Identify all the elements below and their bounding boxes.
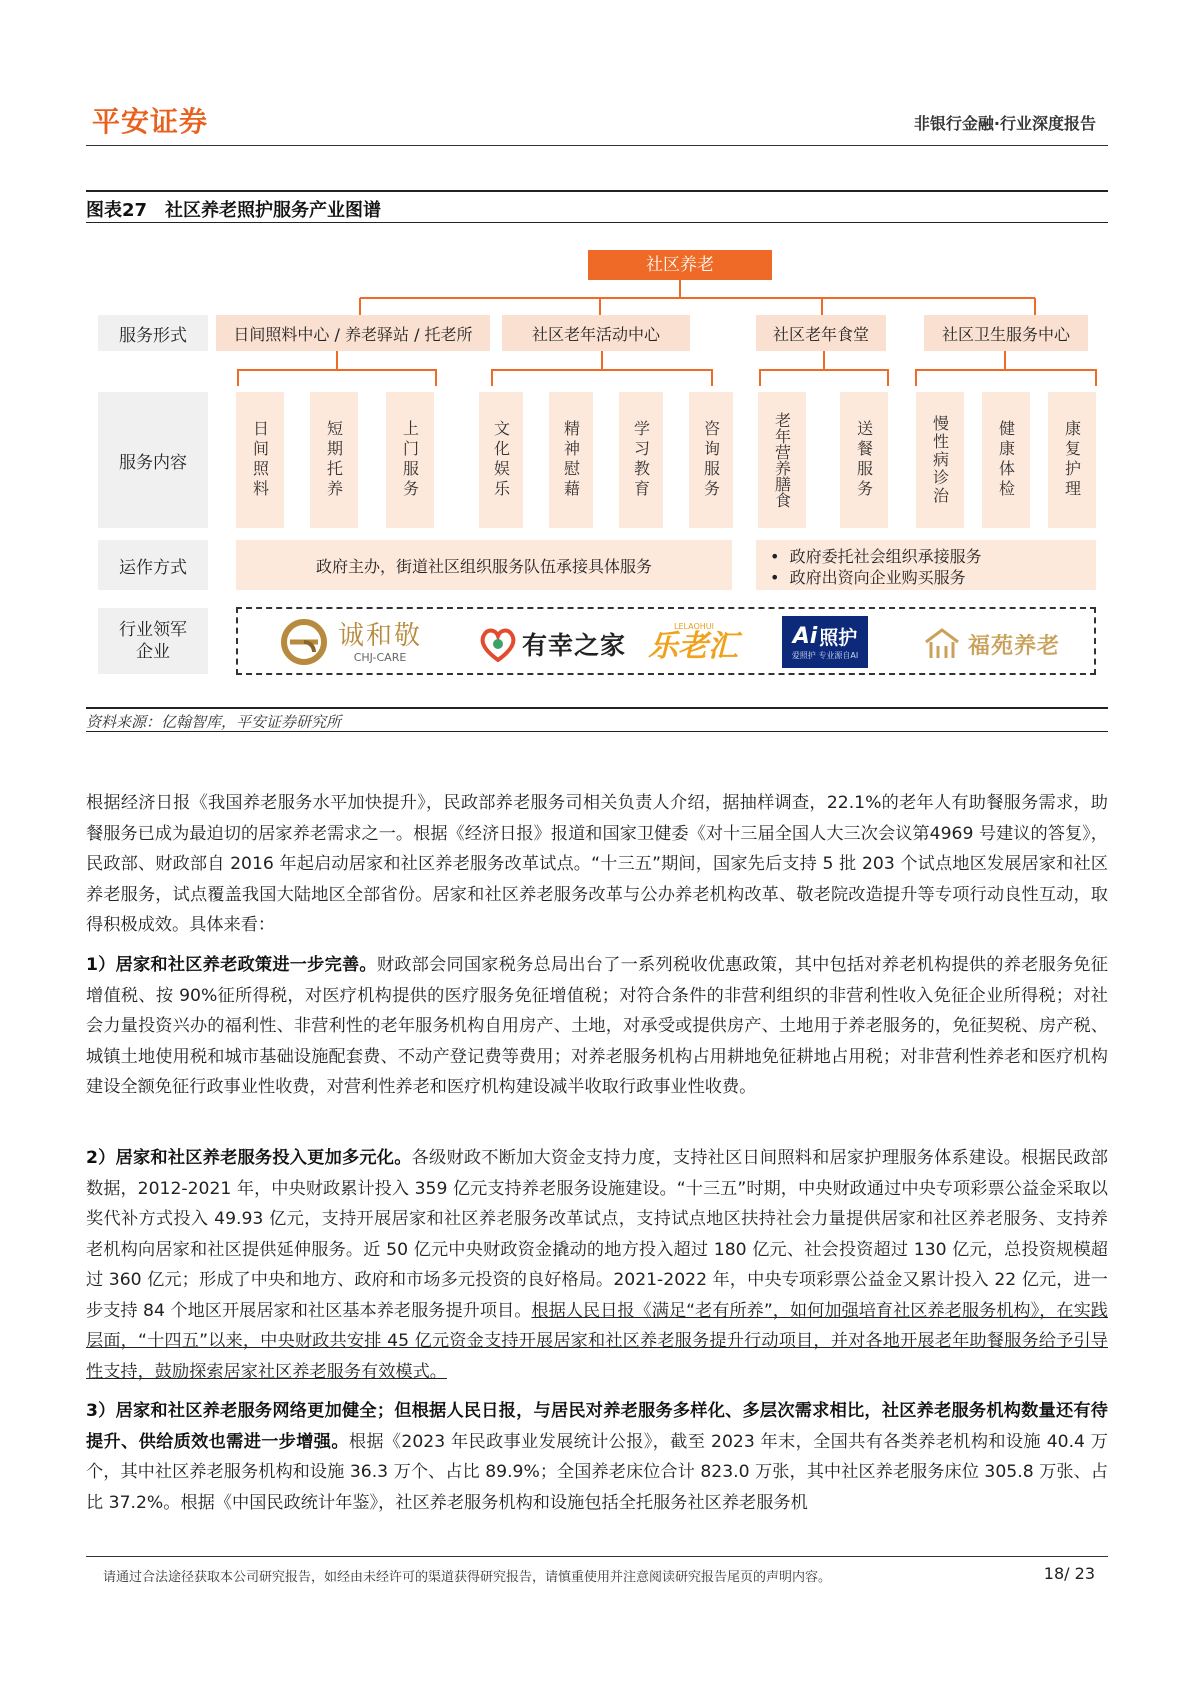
row-label-operation: 运作方式 <box>98 540 208 590</box>
row-label-contents: 服务内容 <box>98 392 208 528</box>
content-item: 短期托养 <box>310 392 358 528</box>
footer-disclaimer: 请通过合法途径获取本公司研究报告，如经由未经许可的渠道获得研究报告，请慎重使用并注意阅读研究报告尾页的声明内容。 <box>103 1570 832 1585</box>
operation-purchase <box>756 540 1096 590</box>
content-item: 老年营养膳食 <box>758 392 806 528</box>
paragraph-intro: 根据经济日报《我国养老服务水平加快提升》，民政部养老服务司相关负责人介绍，据抽样调查，22.1%的老年人有助餐服务需求，助餐服务已成为最迫切的居家养老需求之一。根据《经济日报》报道和国家卫健委《对十三届全国人大三次会议第4969 号建议的答复》，民政部、财政部自 2016 年起启动居家和社区养老服务改革试点。“十三五”期间，国家先后支持 5 批 203 个试点地区发展居家和社区养老服务，试点覆盖我国大陆地区全部省份。居家和社区养老服务改革与公办养老机构改革、敬老院改造提升等专项行动良性互动，取得积极成效。具体来看： <box>86 793 1108 935</box>
operation-item: • 政府委托社会组织承接服务 <box>770 547 982 566</box>
ai-name: 照护 <box>819 627 858 649</box>
figure-title: 图表27 社区养老照护服务产业图谱 <box>86 200 382 221</box>
content-item: 上门服务 <box>386 392 434 528</box>
house-icon <box>922 626 962 662</box>
content-item: 健康体检 <box>982 392 1030 528</box>
form-activity-center: 社区老年活动中心 <box>502 315 690 351</box>
lelaohui-name: 乐老汇 <box>648 629 738 664</box>
chj-emblem-icon <box>280 618 328 666</box>
content-item: 慢性病诊治 <box>916 392 964 528</box>
content-item: 咨询服务 <box>689 392 733 528</box>
logo-fuyuan <box>922 624 1060 664</box>
paragraph-investment: 2）居家和社区养老服务投入更加多元化。各级财政不断加大资金支持力度，支持社区日间照料和居家护理服务体系建设。根据民政部数据，2012-2021 年，中央财政累计投入 359 亿元支持养老服务设施建设。“十三五”时期，中央财政通过中央专项彩票公益金采取以奖代补方式投入 49.93 亿元，支持开展居家和社区养老服务改革试点，支持试点地区扶持社会力量提供居家和社区养老服务、支持养老机构向居家和社区提供延伸服务。近 50 亿元中央财政资金撬动的地方投入超过 180 亿元、社会投资超过 130 亿元，总投资规模超过 360 亿元；形成了中央和地方、政府和市场多元投资的良好格局。2021-2022 年，中央专项彩票公益金又累计投入 22 亿元，进一步支持 84 个地区开展居家和社区基本养老服务提升项目。根据人民日报《满足“老有所养”，如何加强培育社区养老服务机构》，在实践层面，“十四五”以来，中央财政共安排 45 亿元资金支持开展居家和社区养老服务提升行动项目，并对各地开展老年助餐服务给予引导性支持，鼓励探索居家社区养老服务有效模式。 <box>86 1148 1108 1382</box>
form-health-center: 社区卫生服务中心 <box>924 315 1088 351</box>
lelaohui-small: LELAOHUI <box>674 622 715 631</box>
source-bottom-rule <box>86 731 1108 732</box>
content-item: 文化娱乐 <box>479 392 523 528</box>
content-item: 精神慰藉 <box>549 392 593 528</box>
report-type: 非银行金融·行业深度报告 <box>913 114 1096 133</box>
ai-glyph-icon: Ai <box>792 624 818 649</box>
content-item: 康复护理 <box>1048 392 1096 528</box>
figure-source: 资料来源：亿翰智库，平安证券研究所 <box>86 713 342 731</box>
content-item: 送餐服务 <box>840 392 888 528</box>
ai-sub: 爱照护 专业源自AI <box>791 651 859 660</box>
youxing-name: 有幸之家 <box>522 631 627 660</box>
row-label-leaders: 行业领军企业 <box>98 608 208 674</box>
content-item: 学习教育 <box>619 392 663 528</box>
paragraph-heading: 2）居家和社区养老服务投入更加多元化。 <box>86 1148 412 1168</box>
row-label-forms: 服务形式 <box>98 315 208 351</box>
source-top-rule <box>86 707 1108 709</box>
chj-name: 诚和敬 <box>338 620 423 651</box>
fuyuan-name: 福苑养老 <box>968 633 1061 659</box>
paragraph-policy: 1）居家和社区养老政策进一步完善。财政部会同国家税务总局出台了一系列税收优惠政策，其中包括对养老机构提供的养老服务免征增值税、按 90%征所得税，对医疗机构提供的医疗服务免征增值税；对符合条件的非营利组织的非营利性收入免征企业所得税；对社会力量投资兴办的福利性、非营利性的老年服务机构自用房产、土地，对承受或提供房产、土地用于养老服务的，免征契税、房产税、城镇土地使用税和城市基础设施配套费、不动产登记费等费用；对养老服务机构占用耕地免征耕地占用税；对非营利性养老和医疗机构建设全额免征行政事业性收费，对营利性养老和医疗机构建设减半收取行政事业性收费。 <box>86 955 1108 1097</box>
underlined-citation: 根据人民日报《满足“老有所养”，如何加强培育社区养老服务机构》，在实践层面，“十四五”以来，中央财政共安排 45 亿元资金支持开展居家和社区养老服务提升行动项目，并对各地开展老年助餐服务给予引导性支持，鼓励探索居家社区养老服务有效模式。 <box>86 1300 1108 1382</box>
form-canteen: 社区老年食堂 <box>756 315 886 351</box>
logo-chj-care <box>280 616 422 668</box>
chj-en: CHJ-CARE <box>353 650 407 664</box>
page-number: 18/ 23 <box>1043 1564 1095 1583</box>
brand-logo: 平安证券 <box>92 105 209 138</box>
content-item: 日间照料 <box>236 392 284 528</box>
heart-icon <box>478 626 518 662</box>
logo-lelaohui <box>648 622 738 663</box>
logo-youxing <box>478 624 626 664</box>
paragraph-heading: 3）居家和社区养老服务网络更加健全；但根据人民日报，与居民对养老服务多样化、多层次需求相比，社区养老服务机构数量还有待提升、供给质效也需进一步增强。 <box>86 1401 1108 1452</box>
root-node: 社区养老 <box>588 250 772 280</box>
form-day-care: 日间照料中心 / 养老驿站 / 托老所 <box>216 315 490 351</box>
operation-item: • 政府出资向企业购买服务 <box>770 568 966 587</box>
paragraph-network: 3）居家和社区养老服务网络更加健全；但根据人民日报，与居民对养老服务多样化、多层次需求相比，社区养老服务机构数量还有待提升、供给质效也需进一步增强。根据《2023 年民政事业发展统计公报》，截至 2023 年末，全国共有各类养老机构和设施 40.4 万个，其中社区养老服务机构和设施 36.3 万个、占比 89.9%；全国养老床位合计 823.0 万张，其中社区养老服务床位 305.8 万张、占比 37.2%。根据《中国民政统计年鉴》，社区养老服务机构和设施包括全托服务社区养老服务机 <box>86 1401 1108 1513</box>
footer-divider <box>86 1556 1108 1557</box>
logo-ai-care <box>782 616 868 668</box>
operation-government-led: 政府主办，街道社区组织服务队伍承接具体服务 <box>236 540 732 590</box>
paragraph-heading: 1）居家和社区养老政策进一步完善。 <box>86 955 377 975</box>
